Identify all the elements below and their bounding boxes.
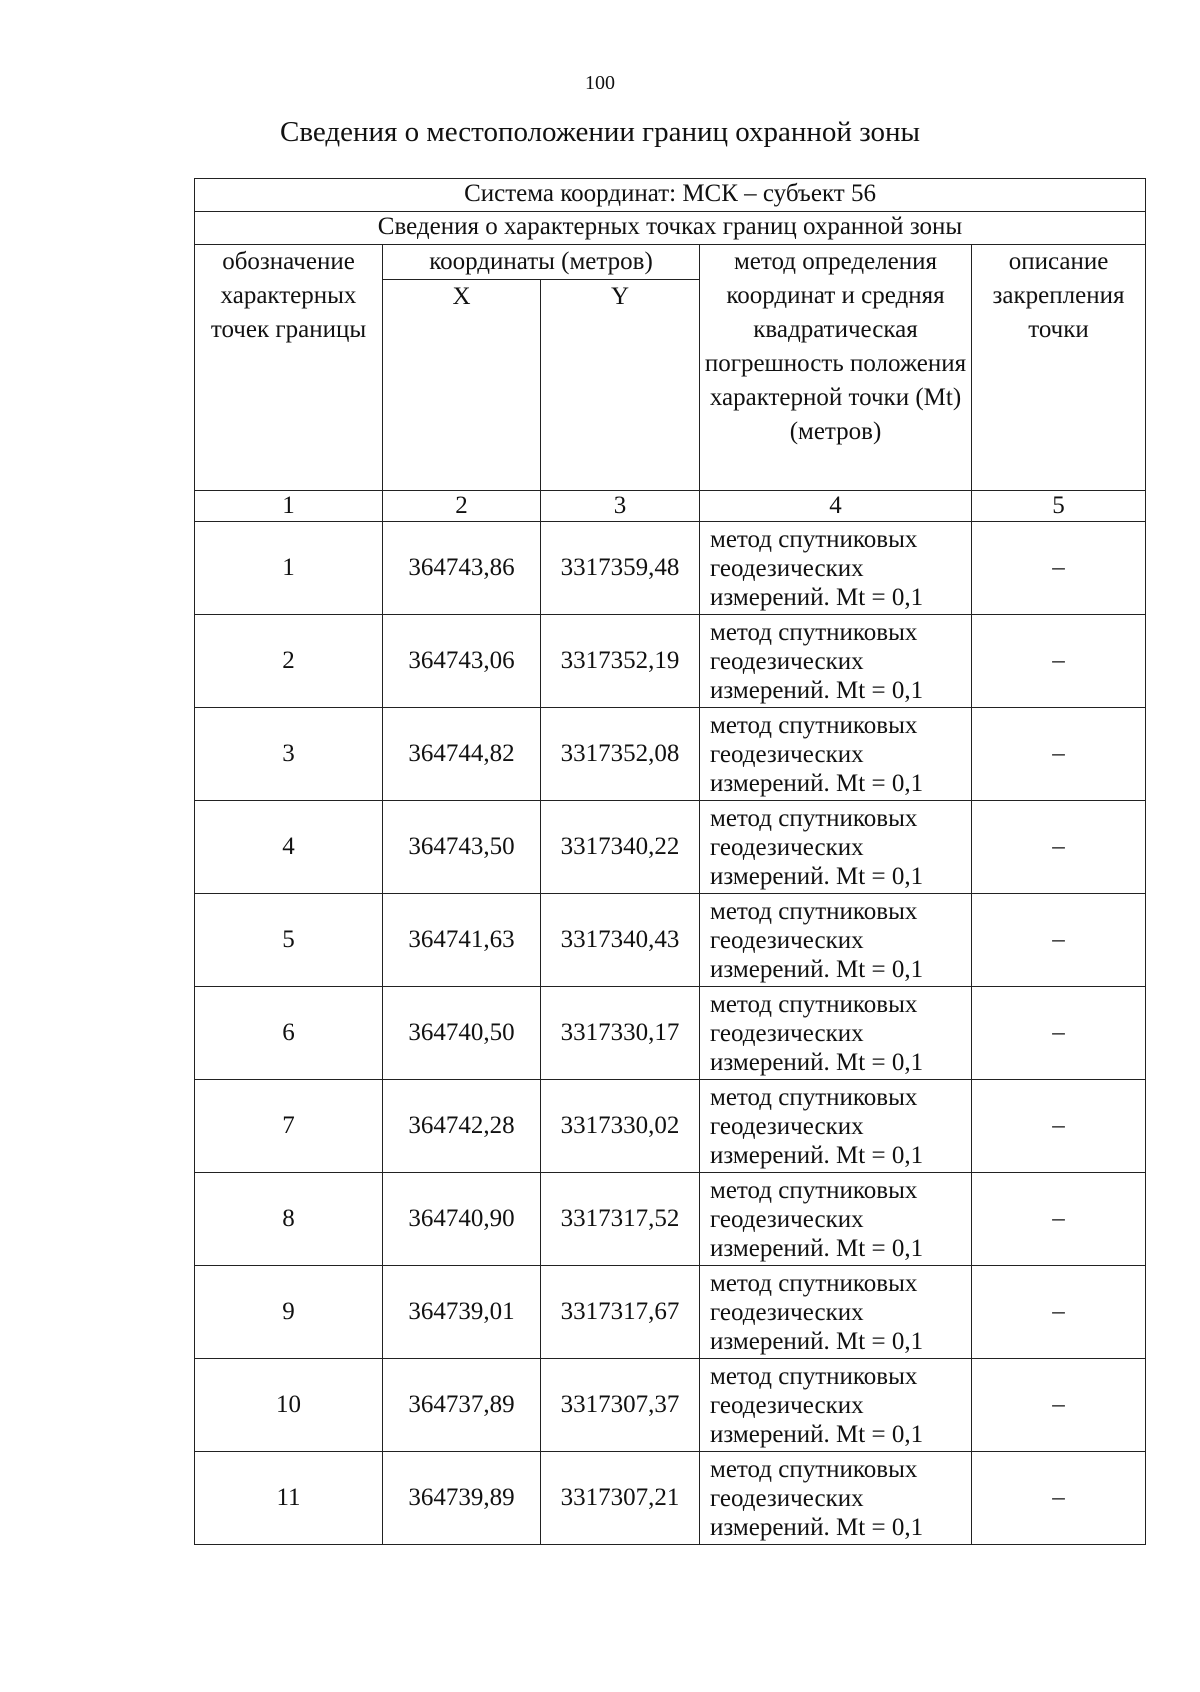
table-row	[195, 1266, 1146, 1359]
table-row	[195, 1452, 1146, 1545]
method-cell: метод спутниковых геодезических измерений. Mt = 0,1	[700, 522, 972, 615]
x-coordinate-cell: 364740,50	[383, 987, 541, 1080]
column-number: 2	[383, 491, 541, 522]
point-number-cell: 3	[195, 708, 383, 801]
subheader-row	[195, 212, 1146, 245]
description-cell: –	[972, 894, 1146, 987]
column-number-row	[195, 491, 1146, 522]
point-number-cell: 2	[195, 615, 383, 708]
table-subheader: Сведения о характерных точках границ охранной зоны	[195, 212, 1146, 245]
page-title: Сведения о местоположении границ охранной зоны	[279, 116, 920, 148]
method-cell: метод спутниковых геодезических измерений. Mt = 0,1	[700, 987, 972, 1080]
method-cell: метод спутниковых геодезических измерений. Mt = 0,1	[700, 801, 972, 894]
table-row	[195, 1080, 1146, 1173]
coordinates-table	[194, 178, 1146, 1545]
x-coordinate-cell: 364739,89	[383, 1452, 541, 1545]
point-number-cell: 10	[195, 1359, 383, 1452]
description-cell: –	[972, 615, 1146, 708]
description-cell: –	[972, 522, 1146, 615]
description-cell: –	[972, 1359, 1146, 1452]
description-cell: –	[972, 801, 1146, 894]
table-row	[195, 801, 1146, 894]
point-number-cell: 7	[195, 1080, 383, 1173]
x-coordinate-cell: 364737,89	[383, 1359, 541, 1452]
table-row	[195, 522, 1146, 615]
x-coordinate-cell: 364739,01	[383, 1266, 541, 1359]
header-method: метод определения координат и средняя квадратическая погрешность положения характерной точки (Mt) (метров)	[700, 245, 972, 491]
table-row	[195, 615, 1146, 708]
page-number: 100	[585, 72, 615, 94]
y-coordinate-cell: 3317330,17	[541, 987, 700, 1080]
point-number-cell: 6	[195, 987, 383, 1080]
coordinate-system-label: Система координат: МСК – субъект 56	[195, 179, 1146, 212]
y-coordinate-cell: 3317352,19	[541, 615, 700, 708]
description-cell: –	[972, 1173, 1146, 1266]
header-description: описание закрепления точки	[972, 245, 1146, 491]
point-number-cell: 5	[195, 894, 383, 987]
description-cell: –	[972, 708, 1146, 801]
method-cell: метод спутниковых геодезических измерений. Mt = 0,1	[700, 708, 972, 801]
table-row	[195, 1359, 1146, 1452]
x-coordinate-cell: 364743,86	[383, 522, 541, 615]
x-coordinate-cell: 364740,90	[383, 1173, 541, 1266]
point-number-cell: 11	[195, 1452, 383, 1545]
table-row	[195, 894, 1146, 987]
column-number: 1	[195, 491, 383, 522]
x-coordinate-cell: 364741,63	[383, 894, 541, 987]
y-coordinate-cell: 3317307,21	[541, 1452, 700, 1545]
description-cell: –	[972, 987, 1146, 1080]
method-cell: метод спутниковых геодезических измерений. Mt = 0,1	[700, 1266, 972, 1359]
x-coordinate-cell: 364743,50	[383, 801, 541, 894]
method-cell: метод спутниковых геодезических измерений. Mt = 0,1	[700, 1080, 972, 1173]
method-cell: метод спутниковых геодезических измерений. Mt = 0,1	[700, 894, 972, 987]
y-coordinate-cell: 3317340,22	[541, 801, 700, 894]
table-row	[195, 708, 1146, 801]
description-cell: –	[972, 1452, 1146, 1545]
y-coordinate-cell: 3317307,37	[541, 1359, 700, 1452]
header-row	[195, 245, 1146, 280]
point-number-cell: 9	[195, 1266, 383, 1359]
column-number: 4	[700, 491, 972, 522]
point-number-cell: 4	[195, 801, 383, 894]
x-coordinate-cell: 364744,82	[383, 708, 541, 801]
point-number-cell: 1	[195, 522, 383, 615]
y-coordinate-cell: 3317359,48	[541, 522, 700, 615]
table-row	[195, 987, 1146, 1080]
header-coordinates: координаты (метров)	[383, 245, 700, 280]
y-coordinate-cell: 3317317,67	[541, 1266, 700, 1359]
table-body	[195, 179, 1146, 1545]
header-designation: обозначение характерных точек границы	[195, 245, 383, 491]
description-cell: –	[972, 1080, 1146, 1173]
y-coordinate-cell: 3317317,52	[541, 1173, 700, 1266]
header-x: X	[383, 280, 541, 491]
table-row	[195, 1173, 1146, 1266]
method-cell: метод спутниковых геодезических измерений. Mt = 0,1	[700, 1359, 972, 1452]
y-coordinate-cell: 3317340,43	[541, 894, 700, 987]
description-cell: –	[972, 1266, 1146, 1359]
method-cell: метод спутниковых геодезических измерений. Mt = 0,1	[700, 615, 972, 708]
x-coordinate-cell: 364743,06	[383, 615, 541, 708]
column-number: 5	[972, 491, 1146, 522]
column-number: 3	[541, 491, 700, 522]
x-coordinate-cell: 364742,28	[383, 1080, 541, 1173]
y-coordinate-cell: 3317352,08	[541, 708, 700, 801]
header-y: Y	[541, 280, 700, 491]
coordinate-system-row	[195, 179, 1146, 212]
method-cell: метод спутниковых геодезических измерений. Mt = 0,1	[700, 1452, 972, 1545]
method-cell: метод спутниковых геодезических измерений. Mt = 0,1	[700, 1173, 972, 1266]
point-number-cell: 8	[195, 1173, 383, 1266]
y-coordinate-cell: 3317330,02	[541, 1080, 700, 1173]
